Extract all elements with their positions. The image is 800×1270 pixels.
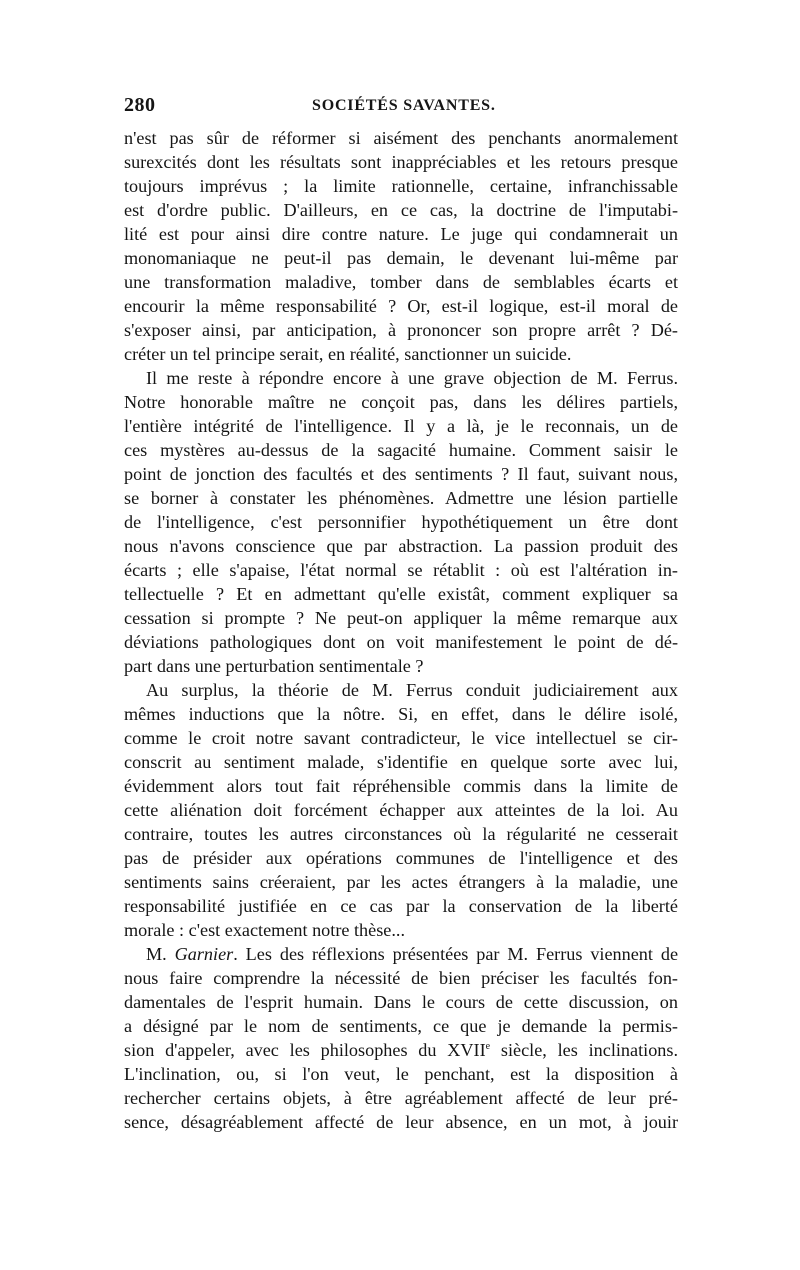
text-line: part dans une perturbation sentimentale ? [124,656,424,676]
text-line: comme le croit notre savant contradicteur, le vice intellectuel se cir- [124,728,678,748]
text-line: n'est pas sûr de réformer si aisément des penchants anormalement [124,128,678,148]
text-line: sence, désagréablement affecté de leur absence, en un mot, à jouir [124,1112,678,1132]
text-line: toujours imprévus ; la limite rationnelle, certaine, infranchissable [124,176,678,196]
text-line: nous n'avons conscience que par abstraction. La passion produit des [124,536,678,556]
text-line: évidemment alors tout fait répréhensible commis dans la limite de [124,776,678,796]
text-line: sentiments sains créeraient, par les actes étrangers à la maladie, une [124,872,678,892]
text-line: contraire, toutes les autres circonstances où la régularité ne cesserait [124,824,678,844]
text-line-fragment: des réflexions présentées par M. Ferrus viennent de [279,944,679,964]
text-line: encourir la même responsabilité ? Or, est-il logique, est-il moral de [124,296,678,316]
text-line [124,1038,678,1062]
text-line: point de jonction des facultés et des sentiments ? Il faut, suivant nous, [124,464,678,484]
century-superscript: e [485,1040,491,1052]
running-title: SOCIÉTÉS SAVANTES. [312,97,496,114]
text-line: écarts ; elle s'apaise, l'état normal se rétablit : où est l'altération in- [124,560,678,580]
text-line: cette aliénation doit forcément échapper aux atteintes de la loi. Au [124,800,678,820]
running-head [124,94,678,122]
text-line: tellectuelle ? Et en admettant qu'elle existât, comment expliquer sa [124,584,678,604]
speaker-name-suffix: . Les [233,944,272,964]
text-line: conscrit au sentiment malade, s'identifie en quelque sorte avec lui, [124,752,678,772]
text-line: déviations pathologiques dont on voit manifestement le point de dé- [124,632,678,652]
text-line: s'exposer ainsi, par anticipation, à prononcer son propre arrêt ? Dé- [124,320,678,340]
text-line: Au surplus, la théorie de M. Ferrus conduit judiciairement aux [146,680,678,700]
text-line: ces mystères au-dessus de la sagacité humaine. Comment saisir le [124,440,678,460]
speaker-prefix: M. [146,944,167,964]
text-line: Il me reste à répondre encore à une grave objection de M. Ferrus. [146,368,678,388]
text-line: se borner à constater les phénomènes. Admettre une lésion partielle [124,488,678,508]
text-line: monomaniaque ne peut-il pas demain, le devenant lui-même par [124,248,678,268]
text-line: morale : c'est exactement notre thèse... [124,920,406,940]
text-line [124,942,678,966]
text-line: surexcités dont les résultats sont inappréciables et les retours presque [124,152,678,172]
century-numeral: XVII [447,1040,486,1060]
text-line: a désigné par le nom de sentiments, ce que je demande la permis- [124,1016,678,1036]
text-line: créter un tel principe serait, en réalité, sanctionner un suicide. [124,344,572,364]
text-line: rechercher certains objets, à être agréablement affecté de leur pré- [124,1088,678,1108]
page-number: 280 [124,94,156,116]
text-line: mêmes inductions que la nôtre. Si, en effet, dans le délire isolé, [124,704,678,724]
text-line: Notre honorable maître ne conçoit pas, dans les délires partiels, [124,392,678,412]
body-text [124,126,678,1134]
text-line: L'inclination, ou, si l'on veut, le penchant, est la disposition à [124,1064,678,1084]
text-line-fragment: siècle, les inclinations. [500,1040,679,1060]
speaker-name: Garnier [174,944,234,964]
text-line: de l'intelligence, c'est personnifier hypothétiquement un être dont [124,512,678,532]
text-line: l'entière intégrité de l'intelligence. Il y a là, je le reconnais, un de [124,416,678,436]
text-line: lité est pour ainsi dire contre nature. Le juge qui condamnerait un [124,224,678,244]
text-line: pas de présider aux opérations communes de l'intelligence et des [124,848,678,868]
text-line: nous faire comprendre la nécessité de bien préciser les facultés fon- [124,968,678,988]
text-line: est d'ordre public. D'ailleurs, en ce cas, la doctrine de l'imputabi- [124,200,678,220]
text-line: cessation si prompte ? Ne peut-on appliquer la même remarque aux [124,608,678,628]
text-line: damentales de l'esprit humain. Dans le cours de cette discussion, on [124,992,678,1012]
text-line: une transformation maladive, tomber dans de semblables écarts et [124,272,678,292]
text-line-fragment: sion d'appeler, avec les philosophes du [124,1040,437,1060]
text-line: responsabilité justifiée en ce cas par la conservation de la liberté [124,896,678,916]
